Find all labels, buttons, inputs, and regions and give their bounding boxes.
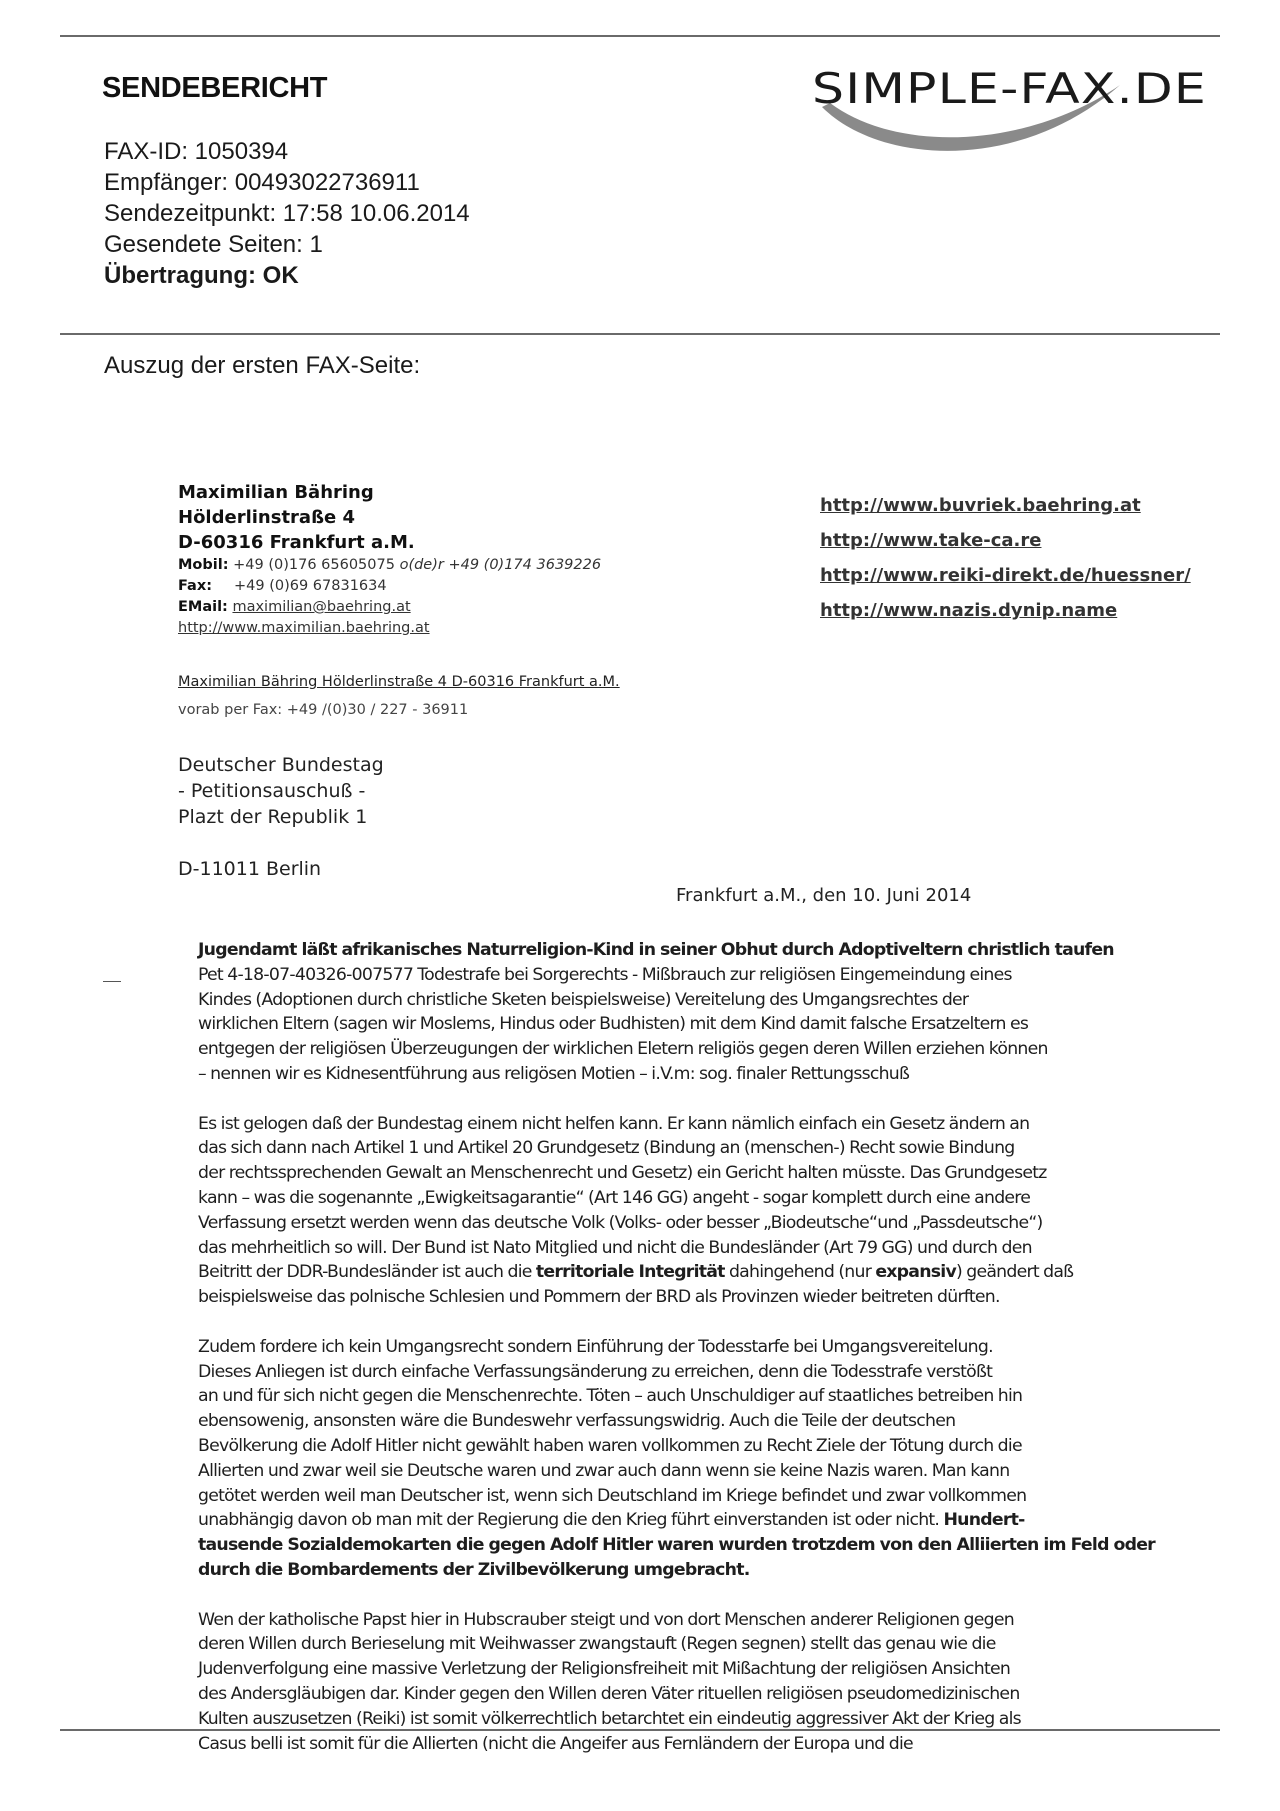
fold-mark [103, 981, 121, 982]
text-run: unabhängig davon ob man mit der Regierung die den Krieg führt einverstanden ist oder nicht. [198, 1510, 944, 1531]
body-line: der rechtssprechenden Gewalt an Menschenrecht und Gesetz) ein Gericht halten müsste. Das Grundgesetz [198, 1163, 1047, 1184]
body-line: Pet 4-18-07-40326-007577 Todestrafe bei Sorgerechts - Mißbrauch zur religiösen Eingemeindung eines [198, 964, 1012, 985]
report-title: SENDEBERICHT [102, 72, 328, 104]
text-run: Beitritt der DDR-Bundesländer ist auch die [198, 1262, 536, 1283]
vorab-fax-line: vorab per Fax: +49 /(0)30 / 227 - 36911 [178, 702, 469, 718]
sender-street: Hölderlinstraße 4 [178, 507, 356, 528]
logo-text: SIMPLE-FAX.DE [812, 64, 1207, 113]
paragraph-4 [198, 1608, 1138, 1754]
recipient-line: - Petitionsauschuß - [178, 780, 366, 802]
link-reiki-direkt[interactable]: http://www.reiki-direkt.de/huessner/ [820, 565, 1191, 586]
header-links [820, 488, 1191, 628]
dateline: Frankfurt a.M., den 10. Juni 2014 [676, 885, 972, 906]
mobile-number: +49 (0)176 65605075 [233, 557, 395, 573]
body-line: Verfassung ersetzt werden wenn das deutsche Volk (Volks- oder besser „Biodeutsche“und „Passdeutsche“) [198, 1212, 1043, 1233]
recipient-address [178, 752, 384, 882]
recipient-line [178, 830, 384, 856]
sender-block [178, 480, 601, 639]
body-line: Kindes (Adoptionen durch christliche Sketen beispielsweise) Vereitelung des Umgangsrechtes der [198, 989, 969, 1010]
body-line: – nennen wir es Kidnesentführung aus religösen Motien – i.V.m: sog. finaler Rettungsschuß [198, 1063, 910, 1084]
body-line: an und für sich nicht gegen die Menschenrechte. Töten – auch Unschuldiger auf staatliches betreiben hin [198, 1386, 1023, 1407]
website-link[interactable]: http://www.maximilian.baehring.at [178, 620, 430, 636]
body-line: ebensowenig, ansonsten wäre die Bundeswehr verfassungswidrig. Auch die Teile der deutschen [198, 1411, 956, 1432]
sender-name: Maximilian Bähring [178, 482, 374, 503]
link-dynip[interactable]: http://www.nazis.dynip.name [820, 600, 1118, 621]
send-time: Sendezeitpunkt: 17:58 10.06.2014 [104, 200, 470, 227]
body-line: getötet werden weil man Deutscher ist, wenn sich Deutschland im Kriege befindet und zwar vollkommen [198, 1485, 1027, 1506]
sender-fax [178, 576, 601, 597]
transmission-status: Übertragung: OK [104, 262, 299, 289]
email-link[interactable]: maximilian@baehring.at [232, 599, 411, 615]
body-line: Wen der katholische Papst hier in Hubscrauber steigt und von dort Menschen anderer Religionen gegen [198, 1609, 1014, 1630]
recipient-line: D-11011 Berlin [178, 858, 322, 880]
sender-email [178, 597, 601, 618]
body-line: wirklichen Eltern (sagen wir Moslems, Hindus oder Budhisten) mit dem Kind damit falsche Ersatzeltern es [198, 1014, 1029, 1035]
fax-label: Fax: [178, 578, 212, 594]
mobile-label: Mobil: [178, 557, 229, 573]
body-line-truncated: Casus belli ist somit für die Allierten (nicht die Angeifer aus Fernländern der Europa und die [198, 1733, 913, 1754]
emphasis-run: expansiv [875, 1262, 956, 1283]
body-line: kann – was die sogenannte „Ewigkeitsagarantie“ (Art 146 GG) angeht - sogar komplett durch eine andere [198, 1187, 1031, 1208]
emphasis-run: durch die Bombardements der Zivilbevölkerung umgebracht. [198, 1559, 750, 1580]
body-line: das sich dann nach Artikel 1 und Artikel 20 Grundgesetz (Bindung an (menschen-) Recht sowie Bindung [198, 1138, 1015, 1159]
text-run: ) geändert daß [956, 1262, 1074, 1283]
body-line: Judenverfolgung eine massive Verletzung der Religionsfreiheit mit Mißachtung der religiösen Ansichten [198, 1659, 1011, 1680]
excerpt-label: Auszug der ersten FAX-Seite: [104, 352, 421, 379]
emphasis-run: territoriale Integrität [535, 1262, 725, 1283]
sender-city: D-60316 Frankfurt a.M. [178, 532, 415, 553]
body-line: Allierten und zwar weil sie Deutsche waren und zwar auch dann wenn sie keine Nazis waren. Man kann [198, 1460, 1010, 1481]
subject-line: Jugendamt läßt afrikanisches Naturreligion-Kind in seiner Obhut durch Adoptiveltern christlich taufen [198, 940, 1114, 960]
recipient-number: Empfänger: 00493022736911 [104, 169, 420, 196]
body-line [198, 1533, 1155, 1558]
fax-id: FAX-ID: 1050394 [104, 138, 289, 165]
email-label: EMail: [178, 599, 228, 615]
paragraph-3 [198, 1335, 1155, 1583]
link-buvriek[interactable]: http://www.buvriek.baehring.at [820, 495, 1141, 516]
pages-sent: Gesendete Seiten: 1 [104, 231, 323, 258]
bottom-divider [60, 1729, 1220, 1731]
sender-website [178, 618, 601, 639]
body-line: Es ist gelogen daß der Bundestag einem nicht helfen kann. Er kann nämlich einfach ein Gesetz ändern an [198, 1113, 1030, 1134]
body-line: Zudem fordere ich kein Umgangsrecht sondern Einführung der Todesstarfe bei Umgangsvereitelung. [198, 1336, 993, 1357]
emphasis-run: Hundert- [943, 1510, 1025, 1531]
emphasis-run: tausende Sozialdemokarten die gegen Adolf Hitler waren wurden trotzdem von den Alliierten im Feld oder [198, 1535, 1155, 1556]
body-line: Kulten auszusetzen (Reiki) ist somit völkerrechtlich betarchtet ein eindeutig aggressiver Akt der Krieg als [198, 1708, 1021, 1729]
return-address: Maximilian Bähring Hölderlinstraße 4 D-60316 Frankfurt a.M. [178, 674, 620, 690]
body-line: des Andersgläubigen dar. Kinder gegen den Willen deren Väter rituellen religiösen pseudomedizinischen [198, 1683, 1020, 1704]
link-take-care[interactable]: http://www.take-ca.re [820, 530, 1042, 551]
text-run: dahingehend (nur [724, 1262, 876, 1283]
body-line [198, 1558, 1138, 1583]
body-line: das mehrheitlich so will. Der Bund ist Nato Mitglied und nicht die Bundesländer (Art 79 GG) und durch den [198, 1237, 1032, 1258]
fax-number: +49 (0)69 67831634 [234, 578, 387, 594]
body-line [198, 1508, 1138, 1533]
body-line: beispielsweise das polnische Schlesien und Pommern der BRD als Provinzen wieder beitreten dürften. [198, 1287, 1000, 1308]
mobile-alt: o(de)r +49 (0)174 3639226 [399, 557, 602, 573]
sender-mobile [178, 555, 601, 576]
body-line: Dieses Anliegen ist durch einfache Verfassungsänderung zu erreichen, denn die Todesstrafe verstößt [198, 1361, 993, 1382]
body-line: deren Willen durch Berieselung mit Weihwasser zwangstauft (Regen segnen) stellt das genau wie die [198, 1634, 996, 1655]
recipient-line: Plazt der Republik 1 [178, 806, 368, 828]
recipient-line: Deutscher Bundestag [178, 754, 384, 776]
paragraph-2 [198, 1112, 1138, 1310]
body-line: Bevölkerung die Adolf Hitler nicht gewählt haben waren vollkommen zu Recht Ziele der Tötung durch die [198, 1435, 1022, 1456]
body-line: entgegen der religiösen Überzeugungen der wirklichen Eletern religiös gegen deren Willen erziehen können [198, 1039, 1048, 1060]
body-line [198, 1260, 1138, 1285]
paragraph-subject [198, 938, 1138, 1087]
letter-body [198, 938, 1155, 1766]
